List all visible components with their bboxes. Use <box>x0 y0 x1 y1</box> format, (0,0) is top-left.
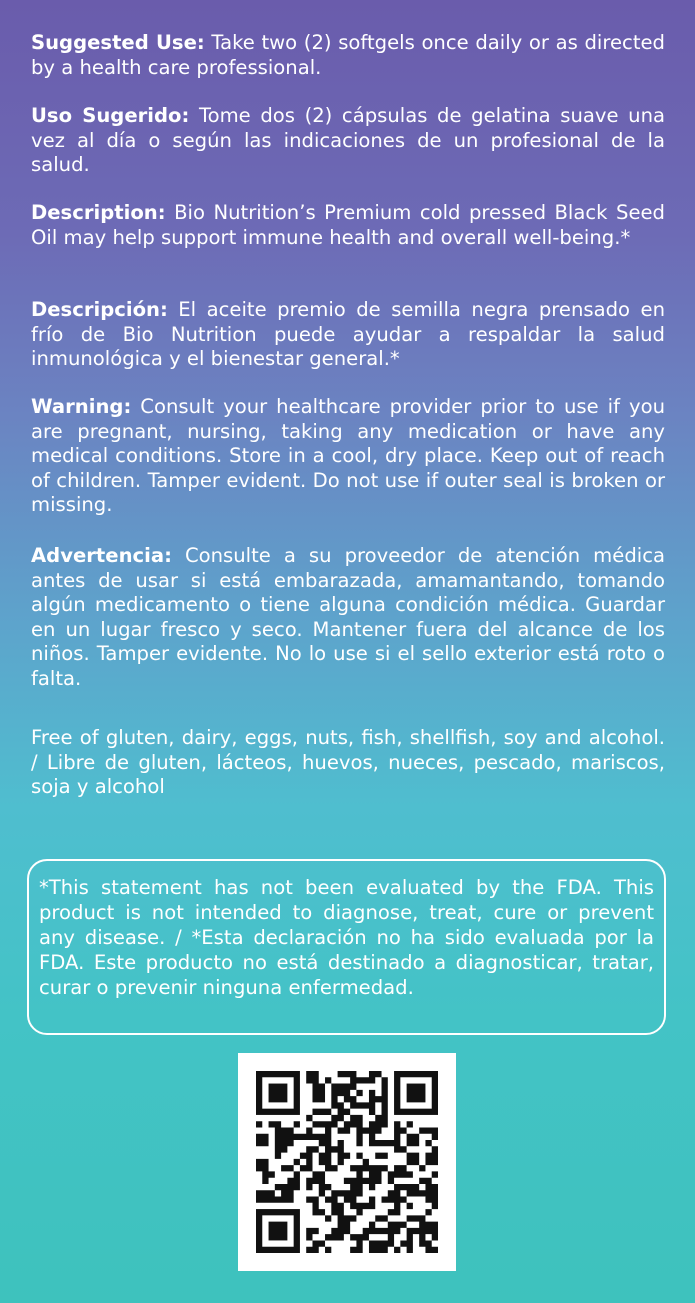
fda-disclaimer-text: *This statement has not been evaluated by the FDA. This product is not intended to diagnose, treat, cure or prevent any disease. / *Esta declaración no ha sido evaluada por la FDA. Este producto no está destinado a diagnosticar, tratar, curar o prevenir ninguna enfermedad. <box>39 876 654 999</box>
uso-sugerido-label: Uso Sugerido: <box>31 104 190 127</box>
description-section <box>31 201 665 250</box>
descripcion-text: El aceite premio de semilla negra prensado en frío de Bio Nutrition puede ayudar a respaldar la salud inmunológica y el bienestar general.* <box>31 298 665 370</box>
suggested-use-label: Suggested Use: <box>31 31 205 54</box>
uso-sugerido-text: Tome dos (2) cápsulas de gelatina suave una vez al día o según las indicaciones de un profesional de la salud. <box>31 104 665 176</box>
advertencia-text: Consulte a su proveedor de atención médica antes de usar si está embarazada, amamantando, tomando algún medicamento o tiene alguna condición médica. Guardar en un lugar fresco y seco. Mantener fuera del alcance de los niños. Tamper evidente. No lo use si el sello exterior está roto o falta. <box>31 544 665 690</box>
advertencia-label: Advertencia: <box>31 544 172 567</box>
qr-finder-bottom-left <box>256 1209 300 1253</box>
descripcion-section <box>31 298 665 372</box>
warning-text: Consult your healthcare provider prior to use if you are pregnant, nursing, taking any medication or have any medical conditions. Store in a cool, dry place. Keep out of reach of children. Tamper evident. Do not use if outer seal is broken or missing. <box>31 395 665 516</box>
qr-code-icon <box>256 1071 438 1253</box>
warning-label: Warning: <box>31 395 132 418</box>
fda-disclaimer-box <box>27 859 666 1035</box>
suggested-use-text: Take two (2) softgels once daily or as directed by a health care professional. <box>31 31 665 79</box>
uso-sugerido-section <box>31 104 665 178</box>
warning-section <box>31 395 665 518</box>
descripcion-label: Descripción: <box>31 298 168 321</box>
qr-finder-top-left <box>256 1071 300 1115</box>
description-text: Bio Nutrition’s Premium cold pressed Black Seed Oil may help support immune health and overall well-being.* <box>31 201 665 249</box>
description-label: Description: <box>31 201 166 224</box>
qr-finder-top-right <box>394 1071 438 1115</box>
allergen-statement: Free of gluten, dairy, eggs, nuts, fish, shellfish, soy and alcohol. / Libre de gluten, lácteos, huevos, nueces, pescado, mariscos, soja y alcohol <box>31 726 665 798</box>
advertencia-section <box>31 544 665 691</box>
qr-code[interactable] <box>238 1053 456 1271</box>
suggested-use-section <box>31 31 665 80</box>
